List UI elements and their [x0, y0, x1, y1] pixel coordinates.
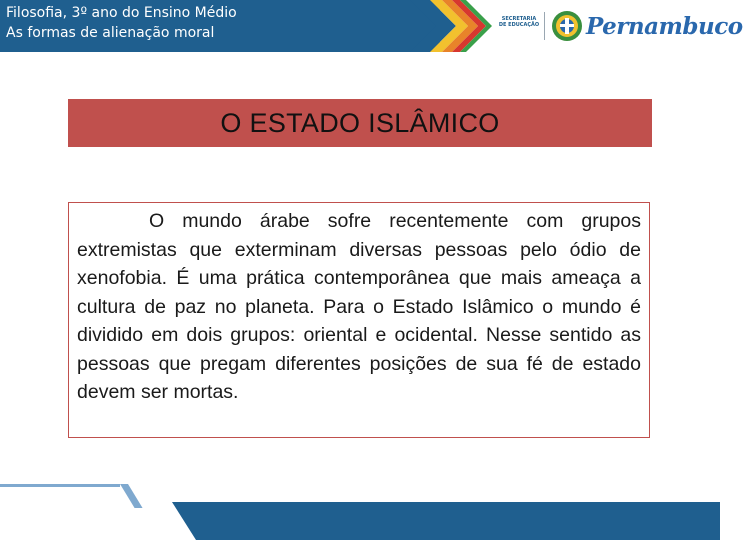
state-crest-icon: [550, 8, 584, 44]
slide-body-box: [68, 202, 650, 438]
slide-header: [0, 0, 743, 52]
government-logos: [490, 4, 743, 48]
slide-title-box: [68, 99, 652, 147]
footer-decoration: [0, 484, 720, 540]
lesson-label: As formas de alienação moral: [6, 25, 215, 41]
slide-title: O ESTADO ISLÂMICO: [220, 107, 500, 138]
slide-body-text: O mundo árabe sofre recentemente com grupos extremistas que exterminam diversas pessoas pelo ódio de xenofobia. É uma prática contemporânea que mais ameaça a cultura de paz no planeta. Para o Estado Islâmico o mundo é dividido em dois grupos: oriental e ocidental. Nesse sentido as pessoas que pregam diferentes posições de sua fé de estado devem ser mortas.: [77, 210, 641, 403]
secretaria-logo-text: SECRETARIA DE EDUCAÇÃO: [498, 16, 540, 28]
header-title: [6, 3, 237, 43]
decorative-chevrons: [410, 0, 492, 52]
pernambuco-logo-text: Pernambuco: [586, 13, 743, 40]
course-label: Filosofia, 3º ano do Ensino Médio: [6, 5, 237, 21]
logo-divider: [544, 12, 545, 40]
